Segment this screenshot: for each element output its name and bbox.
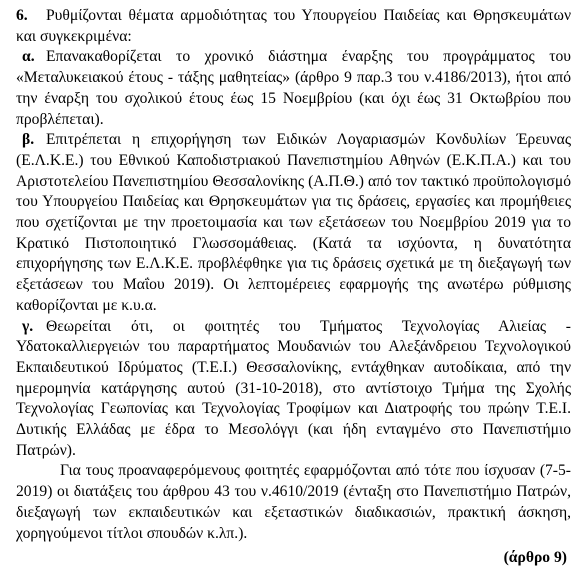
gamma-continued-text: Για τους προαναφερόμενους φοιτητές εφαρμόζονται από τότε που ίσχυσαν (7-5-2019) οι διατάξεις του άρθρου 43 του ν.4610/2019 (ένταξη στο Πανεπιστήμιο Πατρών, διεξαγωγή των εκπαιδευτικών και εξεταστικών διαδικασιών, πρακτική άσκηση, χορηγούμενοι τίτλοι σπουδών κ.λπ.). — [16, 462, 571, 542]
paragraph-alpha — [16, 47, 571, 130]
article-reference: (άρθρο 9) — [503, 549, 567, 567]
gamma-text: Θεωρείται ότι, οι φοιτητές του Τμήματος Τεχνολογίας Αλιείας - Υδατοκαλλιεργειών του παραρτήματος Μουδανιών του Αλεξάνδρειου Τεχνολογικού Εκπαιδευτικού Ιδρύματος (Τ.Ε.Ι.) Θεσσαλονίκης, εντάχθηκαν αυτοδίκαια, από την ημερομηνία κατάργησης αυτού (31-10-2018), στο αντίστοιχο Τμήμα της Σχολής Τεχνολογίας Γεωπονίας και Τεχνολογίας Τροφίμων και Διατροφής του πρώην Τ.Ε.Ι. Δυτικής Ελλάδας με έδρα το Μεσολόγγι (και ήδη ενταγμένο στο Πανεπιστήμιο Πατρών). — [16, 317, 571, 459]
beta-text: Επιτρέπεται η επιχορήγηση των Ειδικών Λογαριασμών Κονδυλίων Έρευνας (Ε.Λ.Κ.Ε.) του Εθνικού Καποδιστριακού Πανεπιστημίου Αθηνών (Ε.Κ.Π.Α.) και του Αριστοτελείου Πανεπιστημίου Θεσσαλονίκης (Α.Π.Θ.) από τον τακτικό προϋπολογισμό του Υπουργείου Παιδείας και Θρησκευμάτων για τις δράσεις, εργασίες και προμήθειες που σχετίζονται με την προετοιμασία και των εξετάσεων του Νοεμβρίου 2019 για το Κρατικό Πιστοποιητικό Γλωσσομάθειας. (Κατά τα ισχύοντα, η δυνατότητα επιχορήγησης των Ε.Λ.Κ.Ε. προβλέφθηκε για τις δράσεις σχετικά με τη διεξαγωγή των εξετάσεων του Μαΐου 2019). Οι λεπτομέρειες εφαρμογής της ανωτέρω ρύθμισης καθορίζονται με κ.υ.α. — [16, 131, 571, 314]
subitem-label-alpha: α. — [22, 48, 35, 66]
paragraph-item-6 — [16, 6, 571, 47]
subitem-label-gamma: γ. — [22, 317, 34, 335]
item-6-text: Ρυθμίζονται θέματα αρμοδιότητας του Υπουργείου Παιδείας και Θρησκευμάτων και συγκεκριμένα: — [16, 7, 571, 45]
item-number: 6. — [16, 7, 28, 24]
subitem-label-beta: β. — [22, 131, 35, 149]
alpha-text: Επανακαθορίζεται το χρονικό διάστημα έναρξης του προγράμματος του «Μεταλυκειακού έτους - τάξης μαθητείας» (άρθρο 9 παρ.3 του ν.4186/2013), ήτοι από την έναρξη του σχολικού έτους έως 15 Νοεμβρίου (και όχι έως 31 Οκτωβρίου που προβλέπεται). — [16, 48, 571, 128]
paragraph-beta — [16, 130, 571, 316]
paragraph-gamma — [16, 317, 571, 462]
paragraph-gamma-continued — [16, 461, 571, 544]
